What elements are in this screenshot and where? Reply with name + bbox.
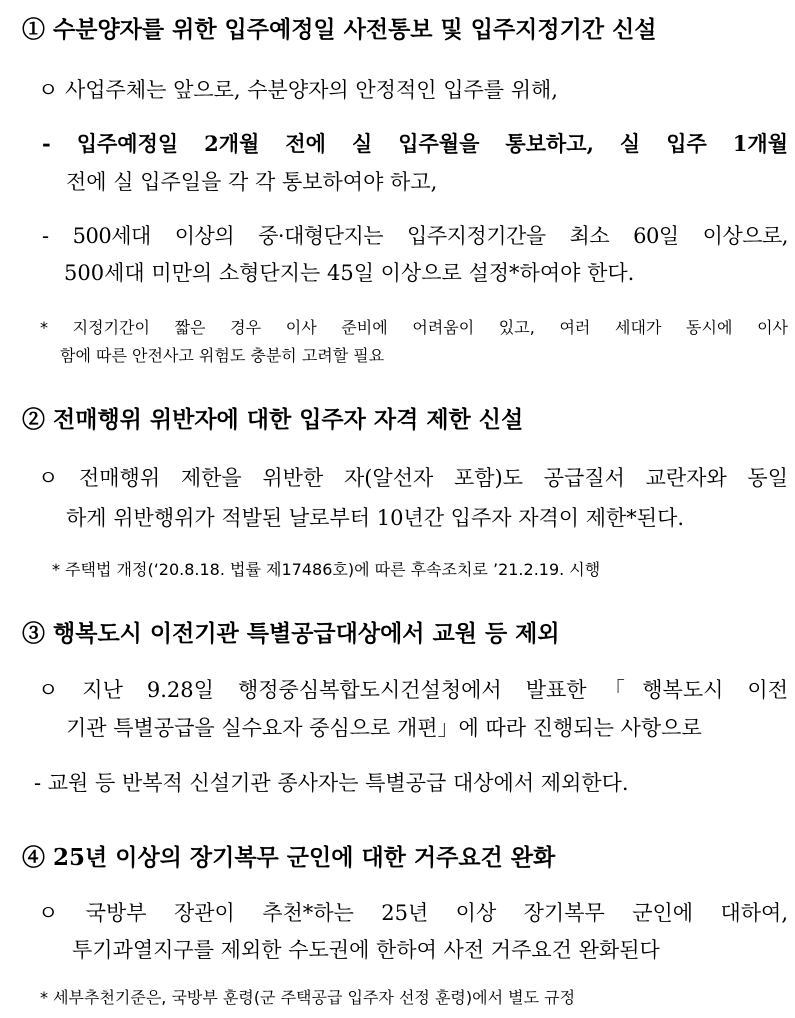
section-1-bullet: ㅇ 사업주체는 앞으로, 수분양자의 안정적인 입주를 위해, — [38, 78, 558, 102]
section-2-bullet-line1: ㅇ 전매행위 제한을 위반한 자(알선자 포함)도 공급질서 교란자와 동일 — [38, 466, 788, 490]
section-1-heading: ① 수분양자를 위한 입주예정일 사전통보 및 입주지정기간 신설 — [22, 16, 657, 43]
section-1-note-line1: * 지정기간이 짧은 경우 이사 준비에 어려움이 있고, 여러 세대가 동시에 이사 — [40, 318, 788, 337]
section-1-dash1-line1: - 입주예정일 2개월 전에 실 입주월을 통보하고, 실 입주 1개월 — [42, 131, 788, 156]
section-2-note: * 주택법 개정(‘20.8.18. 법률 제17486호)에 따른 후속조치로 ’21.2.19. 시행 — [52, 560, 601, 579]
section-1-dash2-line1: - 500세대 이상의 중·대형단지는 입주지정기간을 최소 60일 이상으로, — [42, 224, 788, 248]
section-1-dash2-line2: 500세대 미만의 소형단지는 45일 이상으로 설정*하여야 한다. — [64, 261, 635, 285]
section-4-bullet-line2: 투기과열지구를 제외한 수도권에 한하여 사전 거주요건 완화된다 — [72, 938, 660, 962]
section-3-heading: ③ 행복도시 이전기관 특별공급대상에서 교원 등 제외 — [22, 620, 560, 647]
section-3-dash: - 교원 등 반복적 신설기관 종사자는 특별공급 대상에서 제외한다. — [34, 771, 629, 795]
section-1-note-line2: 함에 따른 안전사고 위험도 충분히 고려할 필요 — [60, 346, 385, 365]
section-2-bullet-line2: 하게 위반행위가 적발된 날로부터 10년간 입주자 자격이 제한*된다. — [66, 506, 685, 530]
section-1-dash1-line2: 전에 실 입주일을 각 각 통보하여야 하고, — [66, 170, 438, 194]
section-3-bullet-line2: 기관 특별공급을 실수요자 중심으로 개편」에 따라 진행되는 사항으로 — [66, 716, 702, 740]
section-3-bullet-line1: ㅇ 지난 9.28일 행정중심복합도시건설청에서 발표한「행복도시 이전 — [38, 678, 788, 702]
section-4-note: * 세부추천기준은, 국방부 훈령(군 주택공급 입주자 선정 훈령)에서 별도 규정 — [40, 988, 576, 1007]
section-2-heading: ② 전매행위 위반자에 대한 입주자 자격 제한 신설 — [22, 406, 524, 433]
section-4-bullet-line1: ㅇ 국방부 장관이 추천*하는 25년 이상 장기복무 군인에 대하여, — [38, 901, 788, 925]
section-4-heading: ④ 25년 이상의 장기복무 군인에 대한 거주요건 완화 — [22, 844, 556, 871]
